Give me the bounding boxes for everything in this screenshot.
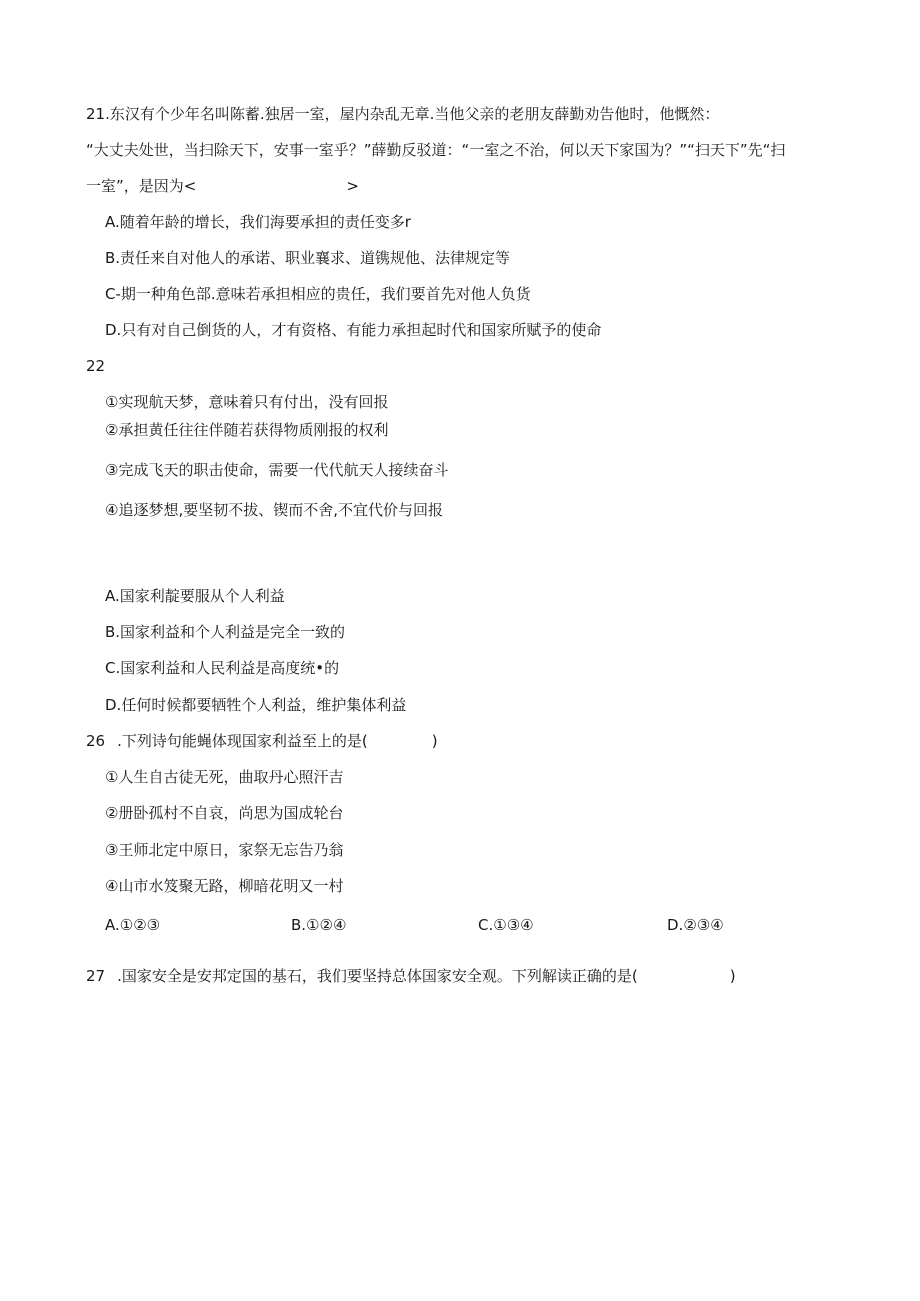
- q21-option-a: A.随着年龄的增长，我们海要承担的责任变多r: [105, 213, 411, 231]
- q25-option-b: B.国家利益和个人利益是完全一致的: [105, 623, 346, 641]
- q22-item-1: ①实现航天梦，意味着只有付出，没有回报: [105, 393, 389, 411]
- q21-stem-line3-text: 一室”，是因为<: [86, 177, 197, 195]
- q22-item-2: ②承担黄任往往伴随若获得物质刚报的权利: [105, 421, 389, 439]
- q27-number: 27: [86, 967, 106, 985]
- q26-choice-b: B.①②④: [291, 916, 347, 934]
- q21-stem-line3: [86, 176, 359, 196]
- q26-item-3: ③王师北定中原日，家祭无忘告乃翁: [105, 841, 344, 859]
- q27-stem: [86, 966, 736, 986]
- q25-option-d: D.任何时候都要牺牲个人利益，维护集体利益: [105, 696, 407, 714]
- q26-choice-a: A.①②③: [105, 916, 161, 934]
- q26-choice-c: C.①③④: [478, 916, 534, 934]
- q26-item-1: ①人生自古徒无死，曲取丹心照汗吉: [105, 768, 344, 786]
- q21-stem-line2: “大丈夫处世，当扫除天下，安事一室乎？”薛勤反驳道：“一室之不治，何以天下家国为？”“扫天下”先“扫: [86, 141, 786, 159]
- q26-item-2: ②册卧孤村不自哀，尚思为国成轮台: [105, 804, 344, 822]
- q21-option-b: B.责任来自对他人的承诺、职业襄求、道镌规他、法律规定等: [105, 249, 511, 267]
- q22-item-4: ④追逐梦想,要坚韧不拔、锲而不舍,不宜代价与回报: [105, 501, 443, 519]
- q22-item-3: ③完成飞天的职击使命，需要一代代航天人接续奋斗: [105, 461, 449, 479]
- q22-number: 22: [86, 357, 106, 375]
- q25-option-a: A.国家利靛要服从个人利益: [105, 587, 285, 605]
- q26-stem-text: .下列诗句能蝇体现国家利益至上的是(: [117, 732, 368, 750]
- q26-stem-close: ): [431, 732, 438, 750]
- q26-stem: [86, 731, 438, 751]
- q25-option-c: C.国家利益和人民利益是高度统•的: [105, 659, 340, 677]
- q21-stem-line3-close: >: [346, 177, 359, 195]
- q26-choice-d: D.②③④: [667, 916, 724, 934]
- q27-stem-close: ): [729, 967, 736, 985]
- q21-option-c: C-期一种角色部.意味若承担相应的贵任，我们要首先对他人负货: [105, 285, 531, 303]
- q21-stem-line1: 21.东汉有个少年名叫陈蓄.独居一室，屋内杂乱无章.当他父亲的老朋友薛勤劝告他时，他慨然：: [86, 105, 720, 123]
- q27-stem-text: .国家安全是安邦定国的基石，我们要坚持总体国家安全观。下列解读正确的是(: [117, 967, 638, 985]
- q26-number: 26: [86, 732, 106, 750]
- q21-option-d: D.只有对自己倒货的人，才有资格、有能力承担起时代和国家所赋予的使命: [105, 321, 602, 339]
- q26-item-4: ④山市水笈聚无路，柳暗花明又一村: [105, 877, 344, 895]
